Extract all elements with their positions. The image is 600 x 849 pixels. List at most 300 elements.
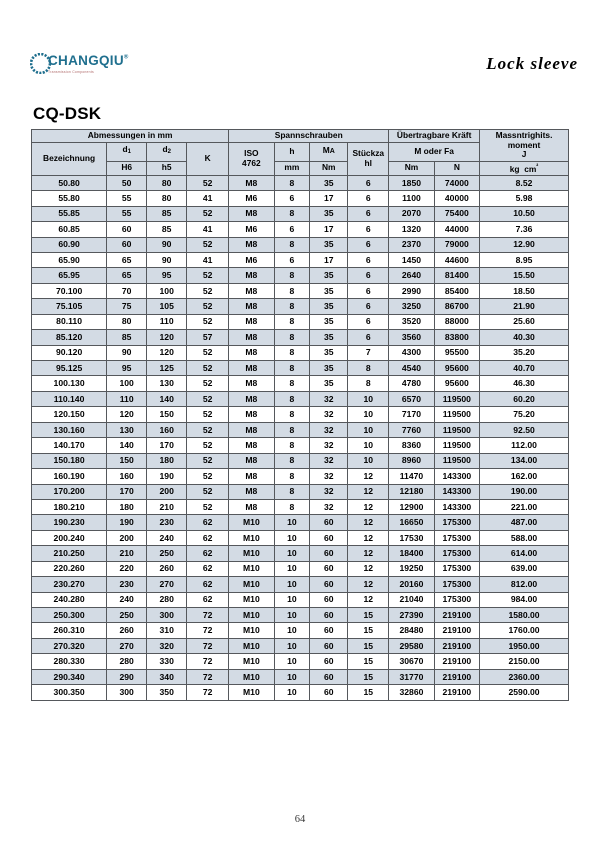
cell-d1: 60 bbox=[107, 237, 147, 252]
table-row bbox=[32, 499, 569, 514]
cell-ma: 35 bbox=[310, 206, 348, 221]
cell-j: 12.90 bbox=[480, 237, 569, 252]
logo-text bbox=[48, 52, 128, 75]
cell-k: 52 bbox=[187, 314, 229, 329]
cell-n: 219100 bbox=[434, 669, 479, 684]
cell-j: 25.60 bbox=[480, 314, 569, 329]
cell-k: 62 bbox=[187, 515, 229, 530]
cell-ma: 35 bbox=[310, 299, 348, 314]
cell-k: 72 bbox=[187, 608, 229, 623]
cell-stueckzahl: 6 bbox=[348, 283, 389, 298]
cell-n: 143300 bbox=[434, 499, 479, 514]
cell-d2: 80 bbox=[147, 191, 187, 206]
cell-ma: 32 bbox=[310, 391, 348, 406]
cell-d2: 190 bbox=[147, 469, 187, 484]
cell-k: 52 bbox=[187, 438, 229, 453]
cell-j: 487.00 bbox=[480, 515, 569, 530]
cell-bezeichnung: 260.310 bbox=[32, 623, 107, 638]
cell-ma: 32 bbox=[310, 407, 348, 422]
cell-h: 8 bbox=[274, 345, 310, 360]
cell-nm: 3520 bbox=[389, 314, 434, 329]
cell-d1: 300 bbox=[107, 685, 147, 700]
cell-h: 10 bbox=[274, 669, 310, 684]
cell-bezeichnung: 180.210 bbox=[32, 499, 107, 514]
cell-n: 74000 bbox=[434, 175, 479, 190]
cell-bezeichnung: 240.280 bbox=[32, 592, 107, 607]
cell-stueckzahl: 12 bbox=[348, 530, 389, 545]
cell-iso: M8 bbox=[229, 283, 274, 298]
cell-d2: 150 bbox=[147, 407, 187, 422]
cell-nm: 2370 bbox=[389, 237, 434, 252]
logo-company-name: CHANGQIU bbox=[48, 53, 124, 68]
cell-stueckzahl: 10 bbox=[348, 407, 389, 422]
cell-iso: M10 bbox=[229, 623, 274, 638]
cell-nm: 2640 bbox=[389, 268, 434, 283]
cell-stueckzahl: 10 bbox=[348, 422, 389, 437]
logo-registered-mark: ® bbox=[123, 54, 129, 61]
cell-n: 86700 bbox=[434, 299, 479, 314]
cell-d1: 120 bbox=[107, 407, 147, 422]
cell-iso: M8 bbox=[229, 453, 274, 468]
cell-iso: M10 bbox=[229, 608, 274, 623]
cell-d1: 150 bbox=[107, 453, 147, 468]
cell-h: 10 bbox=[274, 638, 310, 653]
cell-k: 52 bbox=[187, 361, 229, 376]
cell-iso: M8 bbox=[229, 484, 274, 499]
cell-n: 219100 bbox=[434, 638, 479, 653]
cell-stueckzahl: 10 bbox=[348, 391, 389, 406]
cell-n: 175300 bbox=[434, 561, 479, 576]
cell-bezeichnung: 70.100 bbox=[32, 283, 107, 298]
cell-k: 72 bbox=[187, 638, 229, 653]
cell-bezeichnung: 80.110 bbox=[32, 314, 107, 329]
cell-ma: 32 bbox=[310, 469, 348, 484]
cell-k: 52 bbox=[187, 283, 229, 298]
cell-iso: M8 bbox=[229, 469, 274, 484]
table-row bbox=[32, 546, 569, 561]
cell-j: 2150.00 bbox=[480, 654, 569, 669]
page-header bbox=[30, 52, 578, 86]
cell-stueckzahl: 10 bbox=[348, 438, 389, 453]
cell-ma: 60 bbox=[310, 638, 348, 653]
column-header-d1: d1 bbox=[107, 142, 147, 161]
cell-k: 72 bbox=[187, 654, 229, 669]
group-header-moment-of-inertia bbox=[480, 130, 569, 162]
cell-d1: 240 bbox=[107, 592, 147, 607]
cell-stueckzahl: 12 bbox=[348, 515, 389, 530]
cell-k: 52 bbox=[187, 237, 229, 252]
table-row bbox=[32, 191, 569, 206]
cell-nm: 2990 bbox=[389, 283, 434, 298]
cell-d1: 50 bbox=[107, 175, 147, 190]
group-header-transmittable-forces: Übertragbare Kräft bbox=[389, 130, 480, 143]
cell-j: 588.00 bbox=[480, 530, 569, 545]
cell-nm: 18400 bbox=[389, 546, 434, 561]
cell-d2: 120 bbox=[147, 330, 187, 345]
column-header-h: h bbox=[274, 142, 310, 161]
cell-d2: 350 bbox=[147, 685, 187, 700]
cell-iso: M10 bbox=[229, 669, 274, 684]
table-row bbox=[32, 515, 569, 530]
cell-nm: 32860 bbox=[389, 685, 434, 700]
cell-d2: 90 bbox=[147, 252, 187, 267]
table-row bbox=[32, 222, 569, 237]
cell-j: 190.00 bbox=[480, 484, 569, 499]
cell-j: 2360.00 bbox=[480, 669, 569, 684]
spec-table-container bbox=[31, 129, 569, 701]
cell-iso: M8 bbox=[229, 422, 274, 437]
cell-ma: 60 bbox=[310, 623, 348, 638]
cell-j: 8.95 bbox=[480, 252, 569, 267]
cell-iso: M10 bbox=[229, 577, 274, 592]
cell-ma: 35 bbox=[310, 175, 348, 190]
cell-nm: 1100 bbox=[389, 191, 434, 206]
cell-stueckzahl: 6 bbox=[348, 191, 389, 206]
cell-j: 112.00 bbox=[480, 438, 569, 453]
cell-j: 7.36 bbox=[480, 222, 569, 237]
cell-h: 8 bbox=[274, 361, 310, 376]
cell-j: 15.50 bbox=[480, 268, 569, 283]
table-row bbox=[32, 484, 569, 499]
cell-h: 10 bbox=[274, 577, 310, 592]
cell-nm: 19250 bbox=[389, 561, 434, 576]
group-header-clamping-screws: Spannschrauben bbox=[229, 130, 389, 143]
cell-d1: 65 bbox=[107, 252, 147, 267]
table-row bbox=[32, 299, 569, 314]
table-row bbox=[32, 345, 569, 360]
cell-d2: 85 bbox=[147, 222, 187, 237]
cell-d2: 130 bbox=[147, 376, 187, 391]
cell-n: 175300 bbox=[434, 530, 479, 545]
cell-j: 1760.00 bbox=[480, 623, 569, 638]
cell-n: 219100 bbox=[434, 685, 479, 700]
table-row bbox=[32, 330, 569, 345]
column-header-ma: MA bbox=[310, 142, 348, 161]
cell-nm: 12900 bbox=[389, 499, 434, 514]
cell-bezeichnung: 210.250 bbox=[32, 546, 107, 561]
table-row bbox=[32, 669, 569, 684]
column-header-d1-tolerance: H6 bbox=[107, 161, 147, 175]
cell-bezeichnung: 290.340 bbox=[32, 669, 107, 684]
cell-k: 52 bbox=[187, 391, 229, 406]
cell-bezeichnung: 230.270 bbox=[32, 577, 107, 592]
cell-h: 10 bbox=[274, 561, 310, 576]
cell-n: 119500 bbox=[434, 453, 479, 468]
cell-ma: 35 bbox=[310, 237, 348, 252]
cell-n: 143300 bbox=[434, 469, 479, 484]
cell-n: 119500 bbox=[434, 422, 479, 437]
cell-ma: 60 bbox=[310, 577, 348, 592]
cell-iso: M8 bbox=[229, 206, 274, 221]
cell-h: 8 bbox=[274, 376, 310, 391]
cell-j: 10.50 bbox=[480, 206, 569, 221]
cell-d2: 90 bbox=[147, 237, 187, 252]
table-row bbox=[32, 530, 569, 545]
table-row bbox=[32, 608, 569, 623]
cell-stueckzahl: 12 bbox=[348, 577, 389, 592]
cell-k: 52 bbox=[187, 206, 229, 221]
cell-d1: 200 bbox=[107, 530, 147, 545]
cell-iso: M10 bbox=[229, 685, 274, 700]
cell-h: 10 bbox=[274, 546, 310, 561]
cell-nm: 2070 bbox=[389, 206, 434, 221]
cell-h: 10 bbox=[274, 608, 310, 623]
cell-iso: M8 bbox=[229, 438, 274, 453]
cell-d2: 340 bbox=[147, 669, 187, 684]
cell-j: 35.20 bbox=[480, 345, 569, 360]
cell-iso: M10 bbox=[229, 654, 274, 669]
cell-nm: 6570 bbox=[389, 391, 434, 406]
cell-stueckzahl: 6 bbox=[348, 330, 389, 345]
cell-n: 44000 bbox=[434, 222, 479, 237]
cell-ma: 60 bbox=[310, 608, 348, 623]
cell-bezeichnung: 220.260 bbox=[32, 561, 107, 576]
section-title-lock-sleeve: Lock sleeve bbox=[486, 54, 578, 73]
cell-d1: 110 bbox=[107, 391, 147, 406]
page-title: CQ-DSK bbox=[33, 104, 102, 123]
table-row bbox=[32, 283, 569, 298]
cell-bezeichnung: 100.130 bbox=[32, 376, 107, 391]
cell-d1: 180 bbox=[107, 499, 147, 514]
cell-h: 8 bbox=[274, 499, 310, 514]
cell-d2: 170 bbox=[147, 438, 187, 453]
cell-ma: 60 bbox=[310, 592, 348, 607]
cell-d2: 240 bbox=[147, 530, 187, 545]
cell-bezeichnung: 55.85 bbox=[32, 206, 107, 221]
cell-d1: 85 bbox=[107, 330, 147, 345]
stueckzahl-line2: hl bbox=[364, 157, 372, 168]
moment-label-line1: Massntrighits. bbox=[495, 130, 553, 140]
cell-j: 984.00 bbox=[480, 592, 569, 607]
cell-k: 52 bbox=[187, 376, 229, 391]
cell-nm: 1850 bbox=[389, 175, 434, 190]
cell-h: 10 bbox=[274, 592, 310, 607]
cell-d2: 280 bbox=[147, 592, 187, 607]
cell-d2: 270 bbox=[147, 577, 187, 592]
cell-iso: M10 bbox=[229, 561, 274, 576]
cell-ma: 32 bbox=[310, 484, 348, 499]
cell-bezeichnung: 75.105 bbox=[32, 299, 107, 314]
cell-bezeichnung: 130.160 bbox=[32, 422, 107, 437]
column-header-nm-unit: Nm bbox=[389, 161, 434, 175]
cell-ma: 17 bbox=[310, 222, 348, 237]
table-row bbox=[32, 376, 569, 391]
cell-d1: 75 bbox=[107, 299, 147, 314]
cell-nm: 11470 bbox=[389, 469, 434, 484]
cell-stueckzahl: 6 bbox=[348, 222, 389, 237]
cell-k: 57 bbox=[187, 330, 229, 345]
column-header-d2-tolerance: h5 bbox=[147, 161, 187, 175]
cell-nm: 7170 bbox=[389, 407, 434, 422]
column-header-m-oder-fa: M oder Fa bbox=[389, 142, 480, 161]
cell-j: 614.00 bbox=[480, 546, 569, 561]
table-row bbox=[32, 592, 569, 607]
cell-nm: 1320 bbox=[389, 222, 434, 237]
column-header-h-unit: mm bbox=[274, 161, 310, 175]
moment-label-line2: moment bbox=[507, 139, 541, 150]
cell-nm: 21040 bbox=[389, 592, 434, 607]
page-number: 64 bbox=[294, 814, 306, 825]
cell-d1: 170 bbox=[107, 484, 147, 499]
cell-ma: 35 bbox=[310, 283, 348, 298]
cell-d1: 130 bbox=[107, 422, 147, 437]
cell-j: 812.00 bbox=[480, 577, 569, 592]
cell-nm: 30670 bbox=[389, 654, 434, 669]
cell-d2: 210 bbox=[147, 499, 187, 514]
table-row bbox=[32, 206, 569, 221]
cell-iso: M8 bbox=[229, 237, 274, 252]
table-row bbox=[32, 438, 569, 453]
cell-h: 8 bbox=[274, 268, 310, 283]
cell-ma: 32 bbox=[310, 438, 348, 453]
cell-stueckzahl: 15 bbox=[348, 623, 389, 638]
cell-d2: 230 bbox=[147, 515, 187, 530]
cell-n: 75400 bbox=[434, 206, 479, 221]
column-header-iso bbox=[229, 142, 274, 175]
cell-iso: M8 bbox=[229, 314, 274, 329]
cell-d1: 220 bbox=[107, 561, 147, 576]
cell-iso: M8 bbox=[229, 330, 274, 345]
table-row bbox=[32, 561, 569, 576]
cell-ma: 35 bbox=[310, 376, 348, 391]
cell-j: 40.70 bbox=[480, 361, 569, 376]
stueckzahl-line1: Stückza bbox=[352, 148, 385, 159]
cell-stueckzahl: 8 bbox=[348, 376, 389, 391]
table-row bbox=[32, 623, 569, 638]
cell-j: 40.30 bbox=[480, 330, 569, 345]
cell-ma: 35 bbox=[310, 330, 348, 345]
iso-line2: 4762 bbox=[242, 157, 261, 168]
table-row bbox=[32, 237, 569, 252]
cell-h: 8 bbox=[274, 237, 310, 252]
cell-nm: 8360 bbox=[389, 438, 434, 453]
cell-h: 6 bbox=[274, 191, 310, 206]
cell-stueckzahl: 6 bbox=[348, 314, 389, 329]
cell-k: 62 bbox=[187, 592, 229, 607]
cell-n: 143300 bbox=[434, 484, 479, 499]
cell-d2: 180 bbox=[147, 453, 187, 468]
cell-nm: 4780 bbox=[389, 376, 434, 391]
cell-d2: 300 bbox=[147, 608, 187, 623]
cell-j: 18.50 bbox=[480, 283, 569, 298]
table-row bbox=[32, 422, 569, 437]
cell-h: 8 bbox=[274, 283, 310, 298]
cell-bezeichnung: 60.85 bbox=[32, 222, 107, 237]
cell-j: 639.00 bbox=[480, 561, 569, 576]
cell-k: 72 bbox=[187, 685, 229, 700]
cell-d1: 270 bbox=[107, 638, 147, 653]
cell-j: 46.30 bbox=[480, 376, 569, 391]
cell-j: 75.20 bbox=[480, 407, 569, 422]
cell-k: 41 bbox=[187, 191, 229, 206]
cell-h: 10 bbox=[274, 685, 310, 700]
cell-h: 8 bbox=[274, 391, 310, 406]
cell-d1: 280 bbox=[107, 654, 147, 669]
cell-k: 62 bbox=[187, 530, 229, 545]
column-header-k: K bbox=[187, 142, 229, 175]
cell-k: 62 bbox=[187, 561, 229, 576]
cell-bezeichnung: 85.120 bbox=[32, 330, 107, 345]
cell-d1: 55 bbox=[107, 206, 147, 221]
cell-d1: 250 bbox=[107, 608, 147, 623]
cell-bezeichnung: 170.200 bbox=[32, 484, 107, 499]
cell-stueckzahl: 12 bbox=[348, 484, 389, 499]
cell-k: 52 bbox=[187, 175, 229, 190]
cell-bezeichnung: 280.330 bbox=[32, 654, 107, 669]
cell-ma: 32 bbox=[310, 453, 348, 468]
cell-h: 8 bbox=[274, 407, 310, 422]
cell-bezeichnung: 140.170 bbox=[32, 438, 107, 453]
cell-d1: 80 bbox=[107, 314, 147, 329]
cell-h: 8 bbox=[274, 484, 310, 499]
cell-nm: 27390 bbox=[389, 608, 434, 623]
cell-h: 8 bbox=[274, 330, 310, 345]
cell-n: 175300 bbox=[434, 577, 479, 592]
cell-n: 119500 bbox=[434, 407, 479, 422]
cell-iso: M8 bbox=[229, 391, 274, 406]
group-header-dimensions: Abmessungen in mm bbox=[32, 130, 229, 143]
column-header-j-unit: kg $cm^{^2}$ bbox=[480, 161, 569, 175]
cell-k: 52 bbox=[187, 345, 229, 360]
cell-h: 8 bbox=[274, 175, 310, 190]
cell-nm: 7760 bbox=[389, 422, 434, 437]
cell-k: 72 bbox=[187, 623, 229, 638]
cell-bezeichnung: 200.240 bbox=[32, 530, 107, 545]
cell-h: 8 bbox=[274, 206, 310, 221]
cell-d1: 190 bbox=[107, 515, 147, 530]
table-subheader-row-2 bbox=[32, 161, 569, 175]
cell-j: 21.90 bbox=[480, 299, 569, 314]
cell-n: 95600 bbox=[434, 376, 479, 391]
cell-nm: 17530 bbox=[389, 530, 434, 545]
cell-stueckzahl: 6 bbox=[348, 299, 389, 314]
cell-nm: 3250 bbox=[389, 299, 434, 314]
cell-k: 52 bbox=[187, 407, 229, 422]
cell-iso: M6 bbox=[229, 191, 274, 206]
cell-ma: 60 bbox=[310, 685, 348, 700]
cell-n: 219100 bbox=[434, 654, 479, 669]
cell-iso: M8 bbox=[229, 175, 274, 190]
cell-j: 2590.00 bbox=[480, 685, 569, 700]
table-row bbox=[32, 654, 569, 669]
cell-ma: 35 bbox=[310, 268, 348, 283]
cell-d1: 210 bbox=[107, 546, 147, 561]
cell-j: 60.20 bbox=[480, 391, 569, 406]
cell-ma: 60 bbox=[310, 530, 348, 545]
cell-d2: 85 bbox=[147, 206, 187, 221]
cell-d1: 55 bbox=[107, 191, 147, 206]
cell-k: 72 bbox=[187, 669, 229, 684]
cell-h: 8 bbox=[274, 453, 310, 468]
cell-ma: 17 bbox=[310, 191, 348, 206]
table-row bbox=[32, 314, 569, 329]
cell-d2: 200 bbox=[147, 484, 187, 499]
cell-n: 219100 bbox=[434, 608, 479, 623]
cell-d2: 260 bbox=[147, 561, 187, 576]
cell-stueckzahl: 12 bbox=[348, 561, 389, 576]
cell-n: 79000 bbox=[434, 237, 479, 252]
cell-k: 52 bbox=[187, 299, 229, 314]
cell-j: 162.00 bbox=[480, 469, 569, 484]
cell-k: 52 bbox=[187, 484, 229, 499]
cell-d2: 140 bbox=[147, 391, 187, 406]
cell-iso: M8 bbox=[229, 299, 274, 314]
cell-stueckzahl: 6 bbox=[348, 206, 389, 221]
cell-d1: 60 bbox=[107, 222, 147, 237]
cell-bezeichnung: 50.80 bbox=[32, 175, 107, 190]
cell-j: 134.00 bbox=[480, 453, 569, 468]
cell-ma: 60 bbox=[310, 515, 348, 530]
